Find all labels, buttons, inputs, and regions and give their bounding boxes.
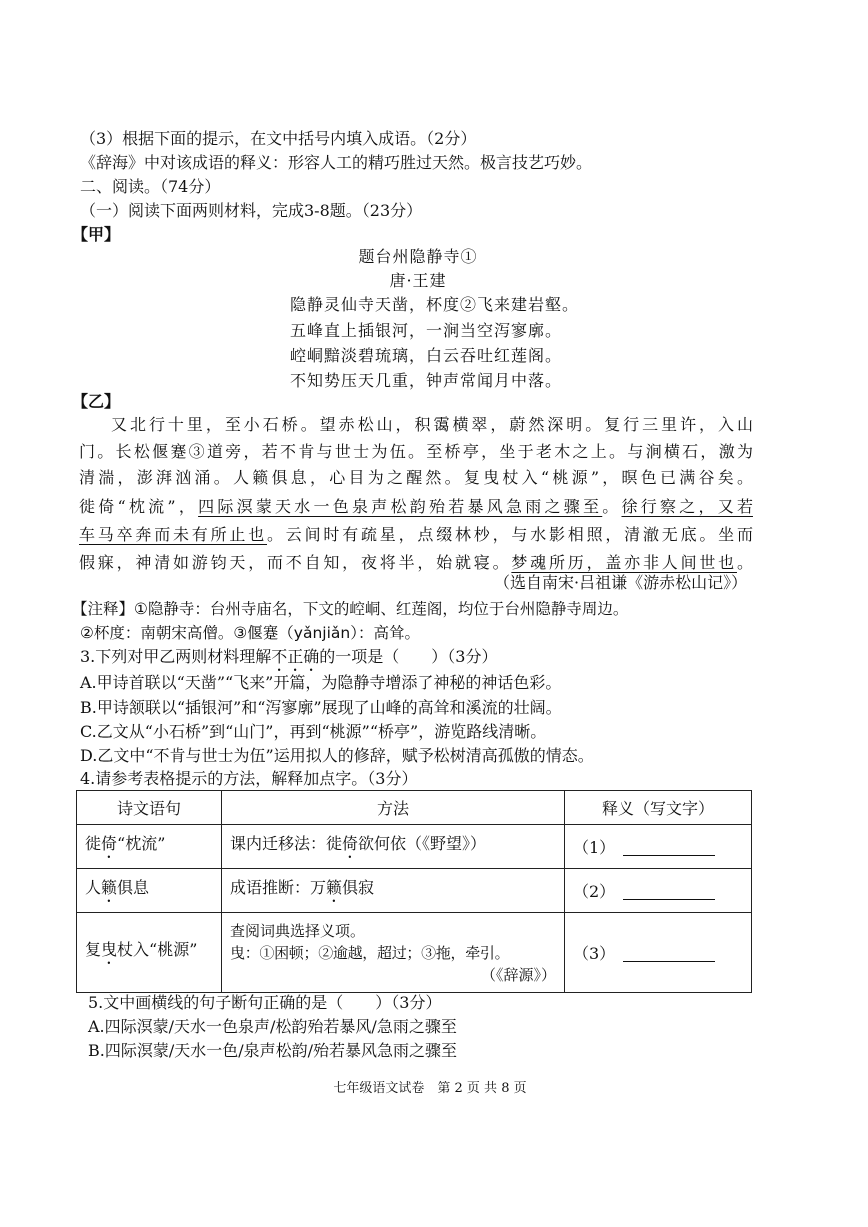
answer-label: （2） [573,882,616,901]
reference-table [76,790,752,993]
table-cell [222,825,565,869]
cell-text: 查阅词典选择义项。 [230,921,366,940]
prose-line [79,520,753,549]
cell-emphasis: 曳 [101,940,118,959]
prose-text: 。云间时有疏星，点缀林杪，与水影相照，清澈无底。坐而 [267,525,753,544]
prose-text: 。 [602,497,622,516]
underlined-sentence: 梦魂所历，盖亦非人间世也 [511,553,737,572]
cell-text: 欲何依（《野望》） [358,834,487,853]
cell-text: 杖入“桃源” [117,940,198,959]
poem-line: 崆峒黯淡碧琉璃，白云吞吐红莲阁。 [290,346,563,365]
table-header: 诗文语句 [77,791,222,825]
underlined-sentence: 车马卒奔而未有所止也 [79,525,267,544]
cell-text: 成语推断：万 [230,878,327,897]
q3-stem [80,646,497,675]
cell-emphasis: 籁 [326,878,343,897]
table-cell [565,913,752,993]
table-header: 释义（写文字） [565,791,752,825]
table-row [77,825,752,869]
answer-label: （1） [573,838,616,857]
table-cell [77,869,222,913]
q3-stem-text: 3.下列对甲乙两则材料理解 [80,647,272,666]
cell-emphasis: 倚 [101,834,118,853]
q3-stem-emphasis: 不正确 [271,647,320,666]
label-jia: 【甲】 [72,225,121,244]
part1-title: （一）阅读下面两则材料，完成3-8题。（23分） [80,201,423,220]
page-footer: 七年级语文试卷 第 2 页 共 8 页 [333,1081,527,1096]
table-row [77,869,752,913]
poem-title: 题台州隐静寺① [358,247,478,266]
cell-text: 课内迁移法：徙 [230,834,343,853]
cell-text: 徙 [85,834,102,853]
notes-line: ②杯度：南朝宋高僧。③偃蹇（yǎnjiǎn）：高耸。 [80,624,420,642]
q3-option: C.乙文从“小石桥”到“山门”，再到“桃源”“桥亭”，游览路线清晰。 [80,722,547,741]
table-row [77,913,752,993]
q3-option: B.甲诗颔联以“插银河”和“泻寥廓”展现了山峰的高耸和溪流的壮阔。 [80,698,562,717]
answer-blank[interactable] [623,947,715,962]
prose-text: 徙倚“枕流”， [79,497,199,516]
q3-prompt: （3）根据下面的提示，在文中括号内填入成语。（2分） [80,129,477,148]
cell-text: 俱寂 [342,878,375,897]
underlined-sentence: 四际溟蒙天水一色泉声松韵殆若暴风急雨之骤至 [198,497,603,516]
table-header: 方法 [222,791,565,825]
cell-text: （《辞源》） [480,965,556,984]
cell-emphasis: 籁 [101,878,118,897]
cell-text: 俱息 [117,878,150,897]
table-cell [77,913,222,993]
cell-text: “枕流” [117,834,166,853]
table-header-row [77,791,752,825]
cell-emphasis: 倚 [342,834,359,853]
q5-option: A.四际溟蒙/天水一色泉声/松韵殆若暴风/急雨之骤至 [88,1017,457,1036]
answer-label: （3） [573,944,616,963]
q3-stem-text: 的一项是（ ）（3分） [319,647,498,666]
prose-line: 清湍，澎湃汹涌。人籁俱息，心目为之醒然。复曳杖入“桃源”，暝色已满谷矣。 [79,468,753,487]
q3-hint: 《辞海》中对该成语的释义：形容人工的精巧胜过天然。极言技艺巧妙。 [80,153,593,172]
label-yi: 【乙】 [72,392,121,411]
prose-line: 门。长松偃蹇③道旁，若不肯与世士为伍。至桥亭，坐于老木之上。与涧横石，激为 [79,442,753,461]
cell-text: 复 [85,940,102,959]
answer-blank[interactable] [623,885,715,900]
cell-text: 人 [85,878,102,897]
q5-option: B.四际溟蒙/天水一色/泉声松韵/殆若暴风急雨之骤至 [88,1041,458,1060]
poem-line: 不知势压天几重，钟声常闻月中落。 [290,371,563,390]
poem-line: 隐静灵仙寺天凿，杯度②飞来建岩壑。 [290,295,580,314]
poem-line: 五峰直上插银河，一涧当空泻寥廓。 [290,321,563,340]
table-cell [77,825,222,869]
prose-source: （选自南宋·吕祖谦《游赤松山记》） [494,573,748,592]
prose-text: 假寐，神清如游钧天，而不自知，夜将半，始就寝。 [79,553,512,572]
q4-stem: 4.请参考表格提示的方法，解释加点字。（3分） [80,769,418,788]
table-cell [222,913,565,993]
section2-title: 二、阅读。（74分） [80,177,221,196]
poem-author: 唐·王建 [389,271,447,290]
table-cell [565,825,752,869]
q5-stem: 5.文中画横线的句子断句正确的是（ ）（3分） [88,993,442,1012]
answer-blank[interactable] [623,841,715,856]
prose-text: 。 [736,553,753,572]
notes-line: 【注释】①隐静寺：台州寺庙名，下文的崆峒、红莲阁，均位于台州隐静寺周边。 [72,600,629,618]
prose-line [79,492,753,521]
q3-option: D.乙文中“不肯与世士为伍”运用拟人的修辞，赋予松树清高孤傲的情态。 [80,746,594,765]
table-cell [565,869,752,913]
cell-text: 曳：①困顿；②逾越，超过；③拖，牵引。 [230,943,510,962]
q3-option: A.甲诗首联以“天凿”“飞来”开篇，为隐静寺增添了神秘的神话色彩。 [80,673,562,692]
prose-line: 又北行十里，至小石桥。望赤松山，积霭横翠，蔚然深明。复行三里许，入山 [111,415,753,434]
underlined-sentence: 徐行察之，又若 [621,497,753,516]
table-cell [222,869,565,913]
